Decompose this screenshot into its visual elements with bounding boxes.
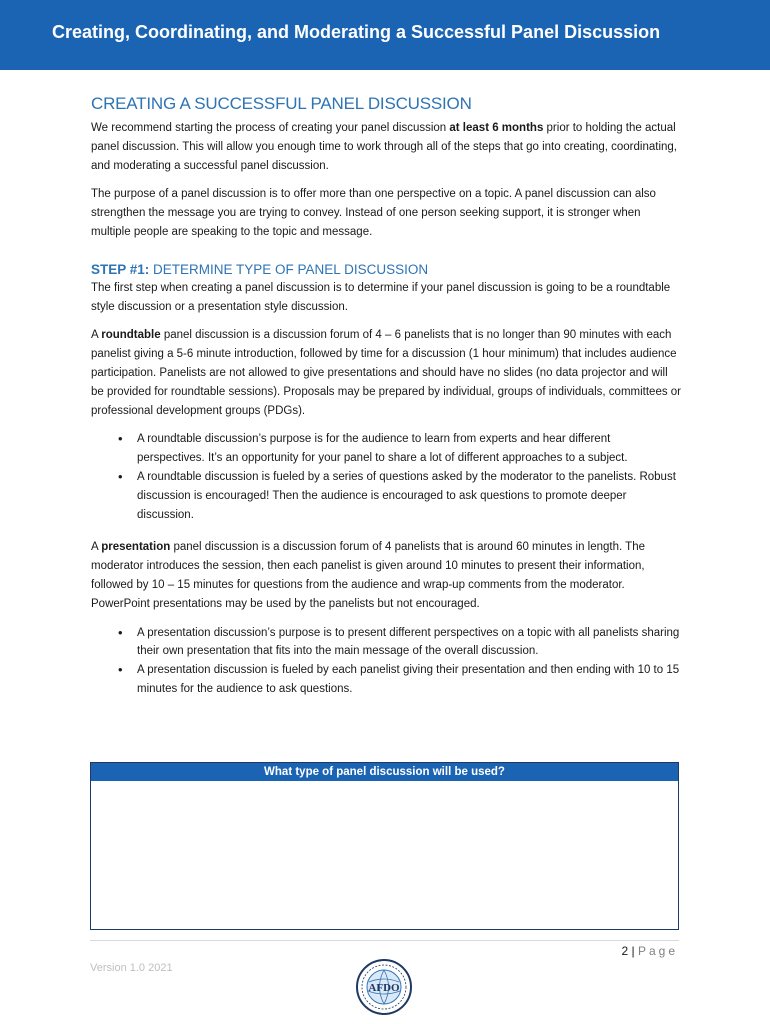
- step-heading: [91, 262, 681, 277]
- purpose-paragraph: The purpose of a panel discussion is to offer more than one perspective on a topic. A panel discussion can also strengthen the message you are trying to convey. Instead of one person seeking support, it is stronger when multiple people are speaking to the topic and message.: [91, 188, 656, 238]
- answer-box[interactable]: [90, 762, 679, 930]
- presentation-prefix: A: [91, 541, 102, 554]
- afdo-logo-icon: [355, 958, 413, 1016]
- version-label: Version 1.0 2021: [90, 962, 173, 974]
- list-item: • A roundtable discussion is fueled by a series of questions asked by the moderator to the panelists. Robust discussion is encouraged! Then the audience is encouraged to ask questions to promote deeper discussion.: [137, 468, 681, 524]
- roundtable-bullets: [91, 430, 681, 524]
- page-number-value: 2: [621, 944, 629, 958]
- page-number: [621, 944, 678, 958]
- presentation-text: panel discussion is a discussion forum of 4 panelists that is around 60 minutes in length. The moderator introduces the session, then each panelist is given around 10 minutes to present their information, followed by 10 – 15 minutes for questions from the audience and wrap-up comments from the moderator. PowerPoint presentations may be used by the panelists but not encouraged.: [91, 541, 646, 610]
- roundtable-prefix: A: [91, 329, 102, 342]
- intro-text-start: We recommend starting the process of creating your panel discussion: [91, 122, 450, 134]
- presentation-bullets: [91, 624, 681, 699]
- roundtable-paragraph: [91, 326, 681, 420]
- page-label: Page: [637, 944, 678, 958]
- presentation-paragraph: [91, 538, 681, 613]
- logo-text: AFDO: [368, 982, 400, 994]
- section-heading: CREATING A SUCCESSFUL PANEL DISCUSSION: [91, 94, 472, 113]
- intro-emphasis: at least 6 months: [449, 122, 544, 134]
- main-content: [91, 94, 681, 713]
- list-item: • A presentation discussion’s purpose is to present different perspectives on a topic with all panelists sharing their own presentation that fits into the main message of the overall discussion.: [137, 624, 681, 662]
- footer-divider: [90, 940, 679, 941]
- document-title: Creating, Coordinating, and Moderating a Successful Panel Discussion: [52, 22, 661, 42]
- intro-text-end: prior to holding the actual panel discussion. This will allow you enough time to work through all of the steps that go into creating, coordinating, and moderating a successful panel discussion.: [91, 122, 677, 172]
- presentation-term: presentation: [101, 541, 171, 554]
- answer-field[interactable]: [91, 781, 678, 929]
- roundtable-text: panel discussion is a discussion forum of 4 – 6 panelists that is no longer than 90 minutes with each panelist giving a 5-6 minute introduction, followed by time for a discussion (1 hour minimum) that includes audience participation. Panelists are not allowed to give presentations and should have no slides (no data projector and will be provided for roundtable sessions). Proposals may be prepared by individual, groups of individuals, committees or professional development groups (PDGs).: [91, 329, 682, 417]
- step-intro: The first step when creating a panel discussion is to determine if your panel discussion is going to be a roundtable style discussion or a presentation style discussion.: [91, 281, 671, 313]
- roundtable-term: roundtable: [101, 329, 161, 342]
- answer-box-heading: What type of panel discussion will be used?: [91, 763, 678, 781]
- page-separator: |: [628, 944, 638, 958]
- list-item: • A presentation discussion is fueled by each panelist giving their presentation and then ending with 10 to 15 minutes for the audience to ask questions.: [137, 661, 681, 699]
- header-banner: [0, 0, 770, 70]
- intro-paragraph: [91, 119, 681, 175]
- step-label: STEP #1:: [91, 261, 150, 277]
- list-item: • A roundtable discussion’s purpose is for the audience to learn from experts and hear different perspectives. It’s an opportunity for your panel to share a lot of different approaches to a subject.: [137, 430, 681, 468]
- step-title: DETERMINE TYPE OF PANEL DISCUSSION: [149, 261, 429, 277]
